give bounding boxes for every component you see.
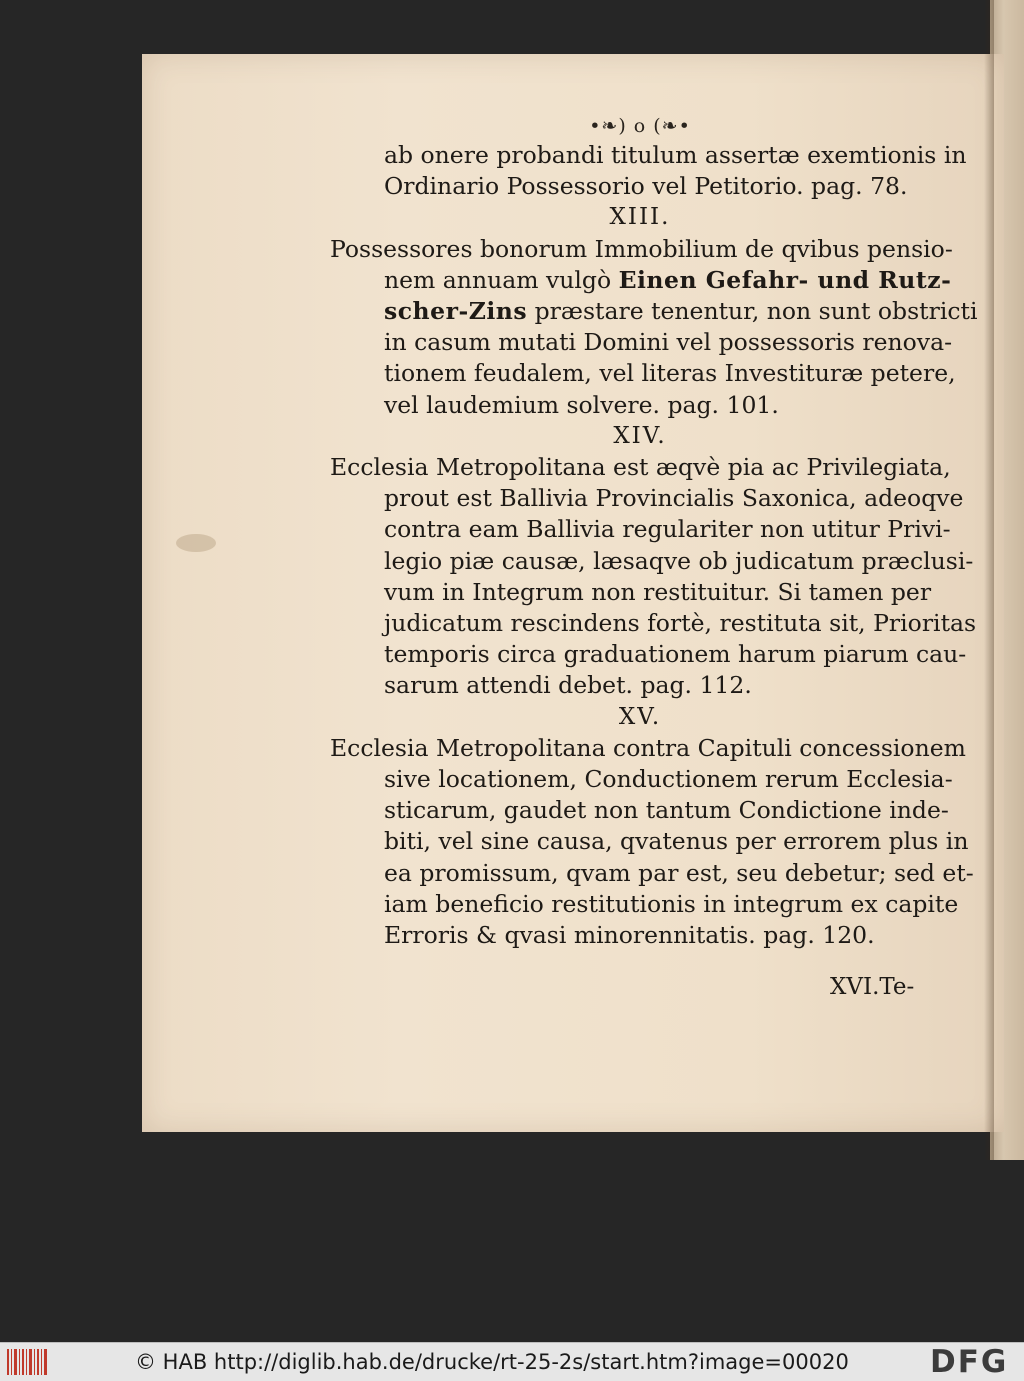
line-text: ea promissum, qvam par est, seu debetur; sed et- bbox=[384, 858, 974, 887]
line-text: sarum attendi debet. pag. 112. bbox=[384, 671, 752, 700]
text-line bbox=[330, 296, 978, 327]
blackletter-text: Einen Gefahr- und Rutz- bbox=[618, 265, 952, 294]
text-line bbox=[330, 920, 950, 951]
line-text: tionem feudalem, vel literas Investituræ petere, bbox=[384, 359, 956, 388]
page-fold-shadow bbox=[984, 0, 994, 1160]
dfg-logo: DFG bbox=[930, 1344, 1009, 1380]
section-numeral bbox=[330, 421, 950, 452]
text-line bbox=[330, 795, 950, 826]
line-text: XIII. bbox=[609, 204, 671, 231]
text-line bbox=[330, 733, 966, 764]
line-text: Ecclesia Metropolitana contra Capituli concessionem bbox=[330, 733, 966, 762]
line-text: Erroris & qvasi minorennitatis. pag. 120. bbox=[384, 921, 875, 950]
text-line bbox=[330, 826, 969, 857]
line-text: Ecclesia Metropolitana est æqvè pia ac Privilegiata, bbox=[330, 453, 951, 482]
line-text: Ordinario Possessorio vel Petitorio. pag. 78. bbox=[384, 172, 908, 201]
line-text: vum in Integrum non restituitur. Si tamen per bbox=[384, 577, 932, 606]
line-text: contra eam Ballivia regulariter non utitur Privi- bbox=[384, 515, 951, 544]
text-line bbox=[330, 265, 950, 296]
blackletter-text: scher-Zins bbox=[384, 297, 528, 326]
document-text bbox=[330, 112, 978, 951]
text-line bbox=[330, 639, 967, 670]
line-text-continued: præstare tenentur, non sunt obstricti bbox=[527, 297, 978, 326]
text-line bbox=[330, 764, 953, 795]
line-text: legio piæ causæ, læsaqve ob judicatum præclusi- bbox=[384, 546, 974, 575]
line-text: iam beneficio restitutionis in integrum ex capite bbox=[384, 889, 959, 918]
line-text: prout est Ballivia Provincialis Saxonica, adeoqve bbox=[384, 484, 964, 513]
line-text: temporis circa graduationem harum piarum cau- bbox=[384, 640, 967, 669]
line-text: ab onere probandi titulum assertæ exemtionis in bbox=[384, 141, 967, 169]
document-page bbox=[142, 54, 1004, 1132]
line-text: XV. bbox=[618, 703, 662, 730]
text-line bbox=[330, 577, 950, 608]
line-text: sticarum, gaudet non tantum Condictione inde- bbox=[384, 796, 949, 825]
text-line bbox=[330, 171, 950, 202]
line-text: in casum mutati Domini vel possessoris renova- bbox=[384, 328, 953, 357]
text-line bbox=[330, 452, 950, 483]
text-line bbox=[330, 514, 950, 545]
barcode-icon bbox=[6, 1347, 48, 1377]
text-line bbox=[330, 234, 953, 265]
paper-stain bbox=[176, 534, 216, 552]
line-text: XIV. bbox=[613, 422, 667, 449]
text-line bbox=[330, 858, 974, 889]
section-numeral bbox=[330, 702, 950, 733]
line-text: vel laudemium solvere. pag. 101. bbox=[384, 390, 779, 419]
line-text: nem annuam vulgò bbox=[384, 265, 612, 294]
text-line bbox=[330, 670, 950, 701]
text-line bbox=[330, 889, 959, 920]
text-lines bbox=[330, 140, 978, 951]
line-text: judicatum rescindens fortè, restituta sit, Prioritas bbox=[384, 609, 977, 638]
copyright-url[interactable]: © HAB http://diglib.hab.de/drucke/rt-25-2s/start.htm?image=00020 bbox=[135, 1350, 849, 1374]
page-ornament: •❧) o (❧• bbox=[589, 115, 691, 137]
line-text: Possessores bonorum Immobilium de qvibus pensio- bbox=[330, 234, 953, 263]
text-line bbox=[330, 483, 964, 514]
text-line bbox=[330, 546, 974, 577]
footer-bar bbox=[0, 1342, 1024, 1381]
line-text: biti, vel sine causa, qvatenus per errorem plus in bbox=[384, 827, 969, 856]
line-text: sive locationem, Conductionem rerum Ecclesia- bbox=[384, 765, 953, 794]
text-line bbox=[330, 140, 967, 171]
text-line bbox=[330, 608, 977, 639]
text-line bbox=[330, 358, 956, 389]
catchword: XVI.Te- bbox=[830, 974, 915, 1000]
text-line bbox=[330, 390, 950, 421]
bleed-through bbox=[312, 150, 319, 175]
text-line bbox=[330, 327, 953, 358]
section-numeral bbox=[330, 202, 950, 233]
